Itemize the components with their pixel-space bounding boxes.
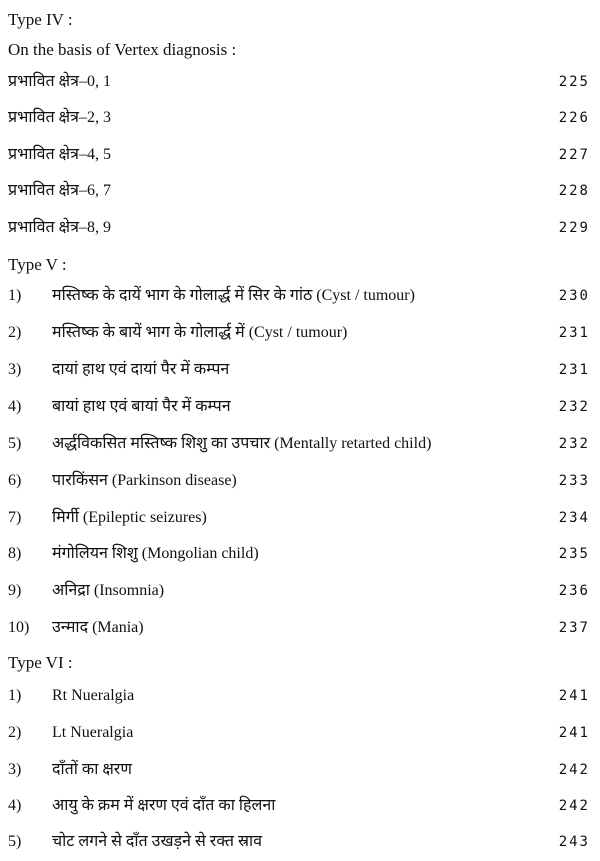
section-heading-type-iv: Type IV : bbox=[8, 10, 73, 29]
section-heading-type-vi: Type VI : bbox=[8, 653, 73, 672]
toc-entry-title: अर्द्धविकसित मस्तिष्क शिशु का उपचार (Mentally retarted child) bbox=[52, 435, 432, 452]
toc-entry-page: 231 bbox=[558, 325, 590, 341]
toc-entry-title: आयु के क्रम में क्षरण एवं दाँत का हिलना bbox=[52, 797, 276, 814]
toc-entry-number: 3) bbox=[8, 761, 22, 778]
toc-entry-number: 4) bbox=[8, 398, 22, 415]
toc-entry-number: 1) bbox=[8, 687, 22, 704]
toc-entry-page: 229 bbox=[558, 220, 590, 236]
toc-entry-title: मिर्गी (Epileptic seizures) bbox=[52, 509, 207, 526]
toc-entry-number: 2) bbox=[8, 724, 22, 741]
toc-entry[interactable] bbox=[0, 721, 600, 745]
toc-entry[interactable] bbox=[0, 794, 600, 818]
toc-entry-page: 236 bbox=[558, 583, 590, 599]
toc-entry-number: 10) bbox=[8, 619, 30, 636]
toc-entry-title: प्रभावित क्षेत्र–2, 3 bbox=[8, 109, 111, 126]
toc-entry-number: 4) bbox=[8, 797, 22, 814]
toc-entry-number: 6) bbox=[8, 472, 22, 489]
toc-entry-title: प्रभावित क्षेत्र–4, 5 bbox=[8, 146, 111, 163]
toc-entry-page: 232 bbox=[558, 399, 590, 415]
toc-entry[interactable] bbox=[0, 179, 600, 203]
toc-entry-page: 227 bbox=[558, 147, 590, 163]
toc-entry-page: 228 bbox=[558, 183, 590, 199]
section-heading-type-v: Type V : bbox=[8, 255, 67, 274]
toc-entry[interactable] bbox=[0, 216, 600, 240]
toc-entry-number: 5) bbox=[8, 435, 22, 452]
toc-entry[interactable] bbox=[0, 106, 600, 130]
toc-entry[interactable] bbox=[0, 616, 600, 640]
toc-entry-page: 241 bbox=[558, 688, 590, 704]
toc-entry[interactable] bbox=[0, 395, 600, 419]
toc-entry-title: मंगोलियन शिशु (Mongolian child) bbox=[52, 545, 259, 562]
toc-entry[interactable] bbox=[0, 542, 600, 566]
toc-entry-title: प्रभावित क्षेत्र–0, 1 bbox=[8, 73, 111, 90]
toc-entry[interactable] bbox=[0, 321, 600, 345]
toc-entry[interactable] bbox=[0, 506, 600, 530]
toc-entry[interactable] bbox=[0, 432, 600, 456]
toc-entry-title: मस्तिष्क के दायें भाग के गोलार्द्ध में सिर के गांठ (Cyst / tumour) bbox=[52, 287, 415, 304]
toc-entry[interactable] bbox=[0, 830, 600, 854]
toc-entry-title: प्रभावित क्षेत्र–8, 9 bbox=[8, 219, 111, 236]
toc-entry[interactable] bbox=[0, 684, 600, 708]
toc-entry-title: दाँतों का क्षरण bbox=[52, 761, 132, 778]
toc-entry-number: 9) bbox=[8, 582, 22, 599]
toc-entry-number: 1) bbox=[8, 287, 22, 304]
toc-entry-number: 2) bbox=[8, 324, 22, 341]
toc-entry-page: 234 bbox=[558, 510, 590, 526]
toc-entry-title: मस्तिष्क के बायें भाग के गोलार्द्ध में (Cyst / tumour) bbox=[52, 324, 348, 341]
toc-entry[interactable] bbox=[0, 70, 600, 94]
toc-entry[interactable] bbox=[0, 469, 600, 493]
toc-entry-title: दायां हाथ एवं दायां पैर में कम्पन bbox=[52, 361, 230, 378]
toc-entry-page: 232 bbox=[558, 436, 590, 452]
toc-entry[interactable] bbox=[0, 758, 600, 782]
toc-entry-number: 7) bbox=[8, 509, 22, 526]
toc-entry-page: 243 bbox=[558, 834, 590, 850]
toc-entry-title: Rt Nueralgia bbox=[52, 687, 135, 704]
toc-entry-page: 241 bbox=[558, 725, 590, 741]
section-subheading-vertex: On the basis of Vertex diagnosis : bbox=[8, 40, 237, 59]
toc-entry-page: 231 bbox=[558, 362, 590, 378]
toc-entry[interactable] bbox=[0, 579, 600, 603]
toc-entry-page: 225 bbox=[558, 74, 590, 90]
toc-entry-title: Lt Nueralgia bbox=[52, 724, 134, 741]
toc-entry-title: पारकिंसन (Parkinson disease) bbox=[52, 472, 237, 489]
toc-entry-number: 8) bbox=[8, 545, 22, 562]
toc-entry[interactable] bbox=[0, 143, 600, 167]
toc-entry-number: 5) bbox=[8, 833, 22, 850]
toc-entry-title: प्रभावित क्षेत्र–6, 7 bbox=[8, 182, 111, 199]
toc-entry-page: 235 bbox=[558, 546, 590, 562]
toc-entry-page: 226 bbox=[558, 110, 590, 126]
toc-entry-page: 242 bbox=[558, 762, 590, 778]
toc-entry-title: चोट लगने से दाँत उखड़ने से रक्त स्राव bbox=[52, 833, 263, 850]
toc-entry-number: 3) bbox=[8, 361, 22, 378]
toc-entry-page: 237 bbox=[558, 620, 590, 636]
toc-entry-page: 233 bbox=[558, 473, 590, 489]
toc-entry-title: बायां हाथ एवं बायां पैर में कम्पन bbox=[52, 398, 231, 415]
toc-entry[interactable] bbox=[0, 358, 600, 382]
toc-entry[interactable] bbox=[0, 284, 600, 308]
toc-entry-page: 230 bbox=[558, 288, 590, 304]
toc-entry-page: 242 bbox=[558, 798, 590, 814]
toc-entry-title: अनिद्रा (Insomnia) bbox=[52, 582, 165, 599]
toc-entry-title: उन्माद (Mania) bbox=[52, 619, 144, 636]
